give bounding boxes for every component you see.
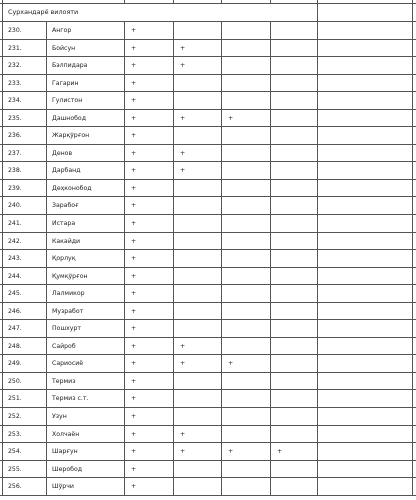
plus-mark: + xyxy=(173,426,221,443)
table-row xyxy=(0,338,416,356)
plus-mark: + xyxy=(124,461,173,478)
table-row xyxy=(0,320,416,338)
empty-cell xyxy=(317,268,413,285)
plus-mark xyxy=(221,303,270,320)
table-row xyxy=(0,408,416,426)
plus-mark: + xyxy=(270,443,317,460)
empty-cell xyxy=(317,355,413,372)
locality-name: Деҳконобод xyxy=(46,180,124,197)
plus-mark: + xyxy=(173,443,221,460)
plus-mark: + xyxy=(124,110,173,127)
stub-divider xyxy=(221,0,222,3)
plus-mark xyxy=(221,75,270,92)
stub-divider xyxy=(124,0,125,3)
plus-mark xyxy=(270,75,317,92)
plus-mark: + xyxy=(124,92,173,109)
row-number: 240. xyxy=(2,197,46,214)
plus-mark: + xyxy=(124,443,173,460)
table-row xyxy=(0,22,416,40)
plus-mark: + xyxy=(124,145,173,162)
row-number: 250. xyxy=(2,373,46,390)
plus-mark xyxy=(221,92,270,109)
table-row xyxy=(0,478,416,496)
plus-mark: + xyxy=(173,57,221,74)
plus-mark xyxy=(270,355,317,372)
table-row xyxy=(0,57,416,75)
table-row xyxy=(0,426,416,444)
plus-mark: + xyxy=(124,215,173,232)
row-number: 241. xyxy=(2,215,46,232)
plus-mark: + xyxy=(124,285,173,302)
plus-mark: + xyxy=(221,110,270,127)
plus-mark xyxy=(173,75,221,92)
row-number: 254. xyxy=(2,443,46,460)
row-number: 238. xyxy=(2,162,46,179)
empty-cell xyxy=(317,57,413,74)
plus-mark xyxy=(270,57,317,74)
locality-name: Термиз xyxy=(46,373,124,390)
locality-name: Зарабоғ xyxy=(46,197,124,214)
empty-cell xyxy=(317,338,413,355)
locality-name: Ангор xyxy=(46,22,124,39)
empty-cell xyxy=(317,408,413,425)
plus-mark: + xyxy=(124,57,173,74)
locality-name: Шеробод xyxy=(46,461,124,478)
region-title: Сурхандарё вилояти xyxy=(2,4,317,21)
plus-mark: + xyxy=(124,180,173,197)
plus-mark xyxy=(221,478,270,495)
plus-mark: + xyxy=(124,320,173,337)
locality-name: Шарғун xyxy=(46,443,124,460)
plus-mark xyxy=(270,408,317,425)
locality-name: Пошхурт xyxy=(46,320,124,337)
table-row xyxy=(0,40,416,58)
row-number: 239. xyxy=(2,180,46,197)
plus-mark xyxy=(270,215,317,232)
plus-mark xyxy=(173,22,221,39)
plus-mark xyxy=(270,285,317,302)
plus-mark: + xyxy=(124,250,173,267)
plus-mark: + xyxy=(124,22,173,39)
empty-cell xyxy=(317,22,413,39)
plus-mark xyxy=(221,145,270,162)
row-number: 245. xyxy=(2,285,46,302)
stub-divider xyxy=(173,0,174,3)
plus-mark: + xyxy=(124,408,173,425)
plus-mark: + xyxy=(124,40,173,57)
plus-mark: + xyxy=(124,75,173,92)
plus-mark: + xyxy=(173,110,221,127)
plus-mark: + xyxy=(124,390,173,407)
locality-name: Жарқўрғон xyxy=(46,127,124,144)
plus-mark xyxy=(221,285,270,302)
plus-mark xyxy=(173,461,221,478)
locality-name: Дашнобод xyxy=(46,110,124,127)
plus-mark: + xyxy=(124,127,173,144)
locality-name: Қорлуқ xyxy=(46,250,124,267)
empty-cell xyxy=(317,180,413,197)
plus-mark xyxy=(173,180,221,197)
table-row xyxy=(0,92,416,110)
locality-name: Лалмикор xyxy=(46,285,124,302)
plus-mark xyxy=(173,233,221,250)
empty-cell xyxy=(317,303,413,320)
plus-mark xyxy=(173,320,221,337)
plus-mark: + xyxy=(173,338,221,355)
plus-mark xyxy=(221,162,270,179)
table-row xyxy=(0,461,416,479)
plus-mark xyxy=(173,478,221,495)
empty-cell xyxy=(317,250,413,267)
empty-cell xyxy=(317,390,413,407)
plus-mark: + xyxy=(124,426,173,443)
row-number: 236. xyxy=(2,127,46,144)
row-number: 244. xyxy=(2,268,46,285)
plus-mark xyxy=(173,250,221,267)
plus-mark xyxy=(221,338,270,355)
plus-mark xyxy=(221,408,270,425)
plus-mark: + xyxy=(124,478,173,495)
plus-mark xyxy=(270,197,317,214)
table-row xyxy=(0,373,416,391)
table-row xyxy=(0,285,416,303)
empty-cell xyxy=(317,426,413,443)
locality-name: Холчаён xyxy=(46,426,124,443)
plus-mark xyxy=(173,408,221,425)
plus-mark xyxy=(221,215,270,232)
plus-mark xyxy=(270,478,317,495)
empty-cell xyxy=(317,197,413,214)
plus-mark: + xyxy=(124,197,173,214)
plus-mark: + xyxy=(173,162,221,179)
plus-mark xyxy=(270,145,317,162)
table-row xyxy=(0,250,416,268)
plus-mark xyxy=(221,426,270,443)
row-number: 233. xyxy=(2,75,46,92)
plus-mark xyxy=(173,285,221,302)
row-number: 243. xyxy=(2,250,46,267)
row-number: 255. xyxy=(2,461,46,478)
plus-mark xyxy=(221,250,270,267)
plus-mark xyxy=(270,268,317,285)
plus-mark xyxy=(173,303,221,320)
table-row xyxy=(0,197,416,215)
plus-mark xyxy=(221,268,270,285)
locality-name: Бойсун xyxy=(46,40,124,57)
row-number: 242. xyxy=(2,233,46,250)
plus-mark xyxy=(221,197,270,214)
plus-mark xyxy=(270,162,317,179)
row-number: 235. xyxy=(2,110,46,127)
locality-name: Қумқўрғон xyxy=(46,268,124,285)
plus-mark xyxy=(270,303,317,320)
plus-mark: + xyxy=(124,303,173,320)
locality-name: Сайроб xyxy=(46,338,124,355)
plus-mark xyxy=(221,233,270,250)
table-row xyxy=(0,268,416,286)
plus-mark xyxy=(270,40,317,57)
locality-name: Бэлпидара xyxy=(46,57,124,74)
plus-mark xyxy=(270,338,317,355)
row-number: 231. xyxy=(2,40,46,57)
empty-cell xyxy=(317,40,413,57)
plus-mark xyxy=(173,92,221,109)
plus-mark: + xyxy=(221,355,270,372)
table-row xyxy=(0,233,416,251)
row-number: 247. xyxy=(2,320,46,337)
empty-cell xyxy=(317,443,413,460)
table-row xyxy=(0,180,416,198)
empty-cell xyxy=(317,127,413,144)
row-number: 234. xyxy=(2,92,46,109)
row-number: 248. xyxy=(2,338,46,355)
locality-name: Термиз с.т. xyxy=(46,390,124,407)
plus-mark: + xyxy=(221,443,270,460)
plus-mark xyxy=(173,390,221,407)
locality-name: Шўрчи xyxy=(46,478,124,495)
plus-mark xyxy=(221,373,270,390)
table-row xyxy=(0,162,416,180)
empty-cell xyxy=(317,110,413,127)
plus-mark: + xyxy=(173,40,221,57)
region-header-row xyxy=(0,4,416,22)
plus-mark xyxy=(270,320,317,337)
plus-mark xyxy=(173,373,221,390)
plus-mark xyxy=(270,461,317,478)
locality-name: Дарбанд xyxy=(46,162,124,179)
empty-cell xyxy=(317,461,413,478)
plus-mark xyxy=(270,233,317,250)
plus-mark xyxy=(221,320,270,337)
plus-mark: + xyxy=(124,162,173,179)
table-row xyxy=(0,215,416,233)
table-row xyxy=(0,303,416,321)
empty-cell xyxy=(317,478,413,495)
plus-mark xyxy=(221,22,270,39)
plus-mark xyxy=(221,461,270,478)
plus-mark xyxy=(270,426,317,443)
table-row xyxy=(0,145,416,163)
empty-cell xyxy=(317,162,413,179)
row-number: 253. xyxy=(2,426,46,443)
empty-cell xyxy=(317,373,413,390)
locality-name: Музработ xyxy=(46,303,124,320)
plus-mark: + xyxy=(173,145,221,162)
stub-divider xyxy=(412,0,413,3)
empty-cell xyxy=(317,145,413,162)
plus-mark xyxy=(173,197,221,214)
plus-mark xyxy=(270,22,317,39)
empty-cell xyxy=(317,92,413,109)
empty-cell xyxy=(317,233,413,250)
row-number: 251. xyxy=(2,390,46,407)
table-row xyxy=(0,355,416,373)
locality-name: Какайди xyxy=(46,233,124,250)
plus-mark: + xyxy=(124,355,173,372)
locality-name: Гагарин xyxy=(46,75,124,92)
stub-divider xyxy=(270,0,271,3)
row-number: 237. xyxy=(2,145,46,162)
table-row xyxy=(0,443,416,461)
plus-mark xyxy=(221,180,270,197)
table-body xyxy=(0,22,416,496)
table-row xyxy=(0,75,416,93)
row-number: 256. xyxy=(2,478,46,495)
plus-mark: + xyxy=(124,233,173,250)
plus-mark xyxy=(270,110,317,127)
row-number: 230. xyxy=(2,22,46,39)
empty-cell xyxy=(317,75,413,92)
plus-mark xyxy=(270,373,317,390)
plus-mark xyxy=(270,250,317,267)
plus-mark: + xyxy=(124,338,173,355)
table-row xyxy=(0,110,416,128)
plus-mark xyxy=(270,180,317,197)
plus-mark xyxy=(173,215,221,232)
locality-name: Денов xyxy=(46,145,124,162)
row-number: 252. xyxy=(2,408,46,425)
plus-mark xyxy=(221,127,270,144)
locality-name: Сариосиё xyxy=(46,355,124,372)
plus-mark: + xyxy=(124,268,173,285)
plus-mark xyxy=(221,40,270,57)
plus-mark xyxy=(221,57,270,74)
row-number: 232. xyxy=(2,57,46,74)
empty-cell xyxy=(317,215,413,232)
region-empty-cell xyxy=(317,4,413,21)
row-number: 249. xyxy=(2,355,46,372)
plus-mark xyxy=(173,268,221,285)
table-row xyxy=(0,390,416,408)
plus-mark xyxy=(221,390,270,407)
stub-divider xyxy=(2,0,3,3)
plus-mark: + xyxy=(173,355,221,372)
stub-divider xyxy=(317,0,318,3)
plus-mark xyxy=(173,127,221,144)
plus-mark xyxy=(270,390,317,407)
locality-name: Узун xyxy=(46,408,124,425)
table-row xyxy=(0,127,416,145)
locality-name: Истара xyxy=(46,215,124,232)
locality-name: Гулистон xyxy=(46,92,124,109)
plus-mark xyxy=(270,127,317,144)
plus-mark xyxy=(270,92,317,109)
empty-cell xyxy=(317,285,413,302)
plus-mark: + xyxy=(124,373,173,390)
empty-cell xyxy=(317,320,413,337)
row-number: 246. xyxy=(2,303,46,320)
